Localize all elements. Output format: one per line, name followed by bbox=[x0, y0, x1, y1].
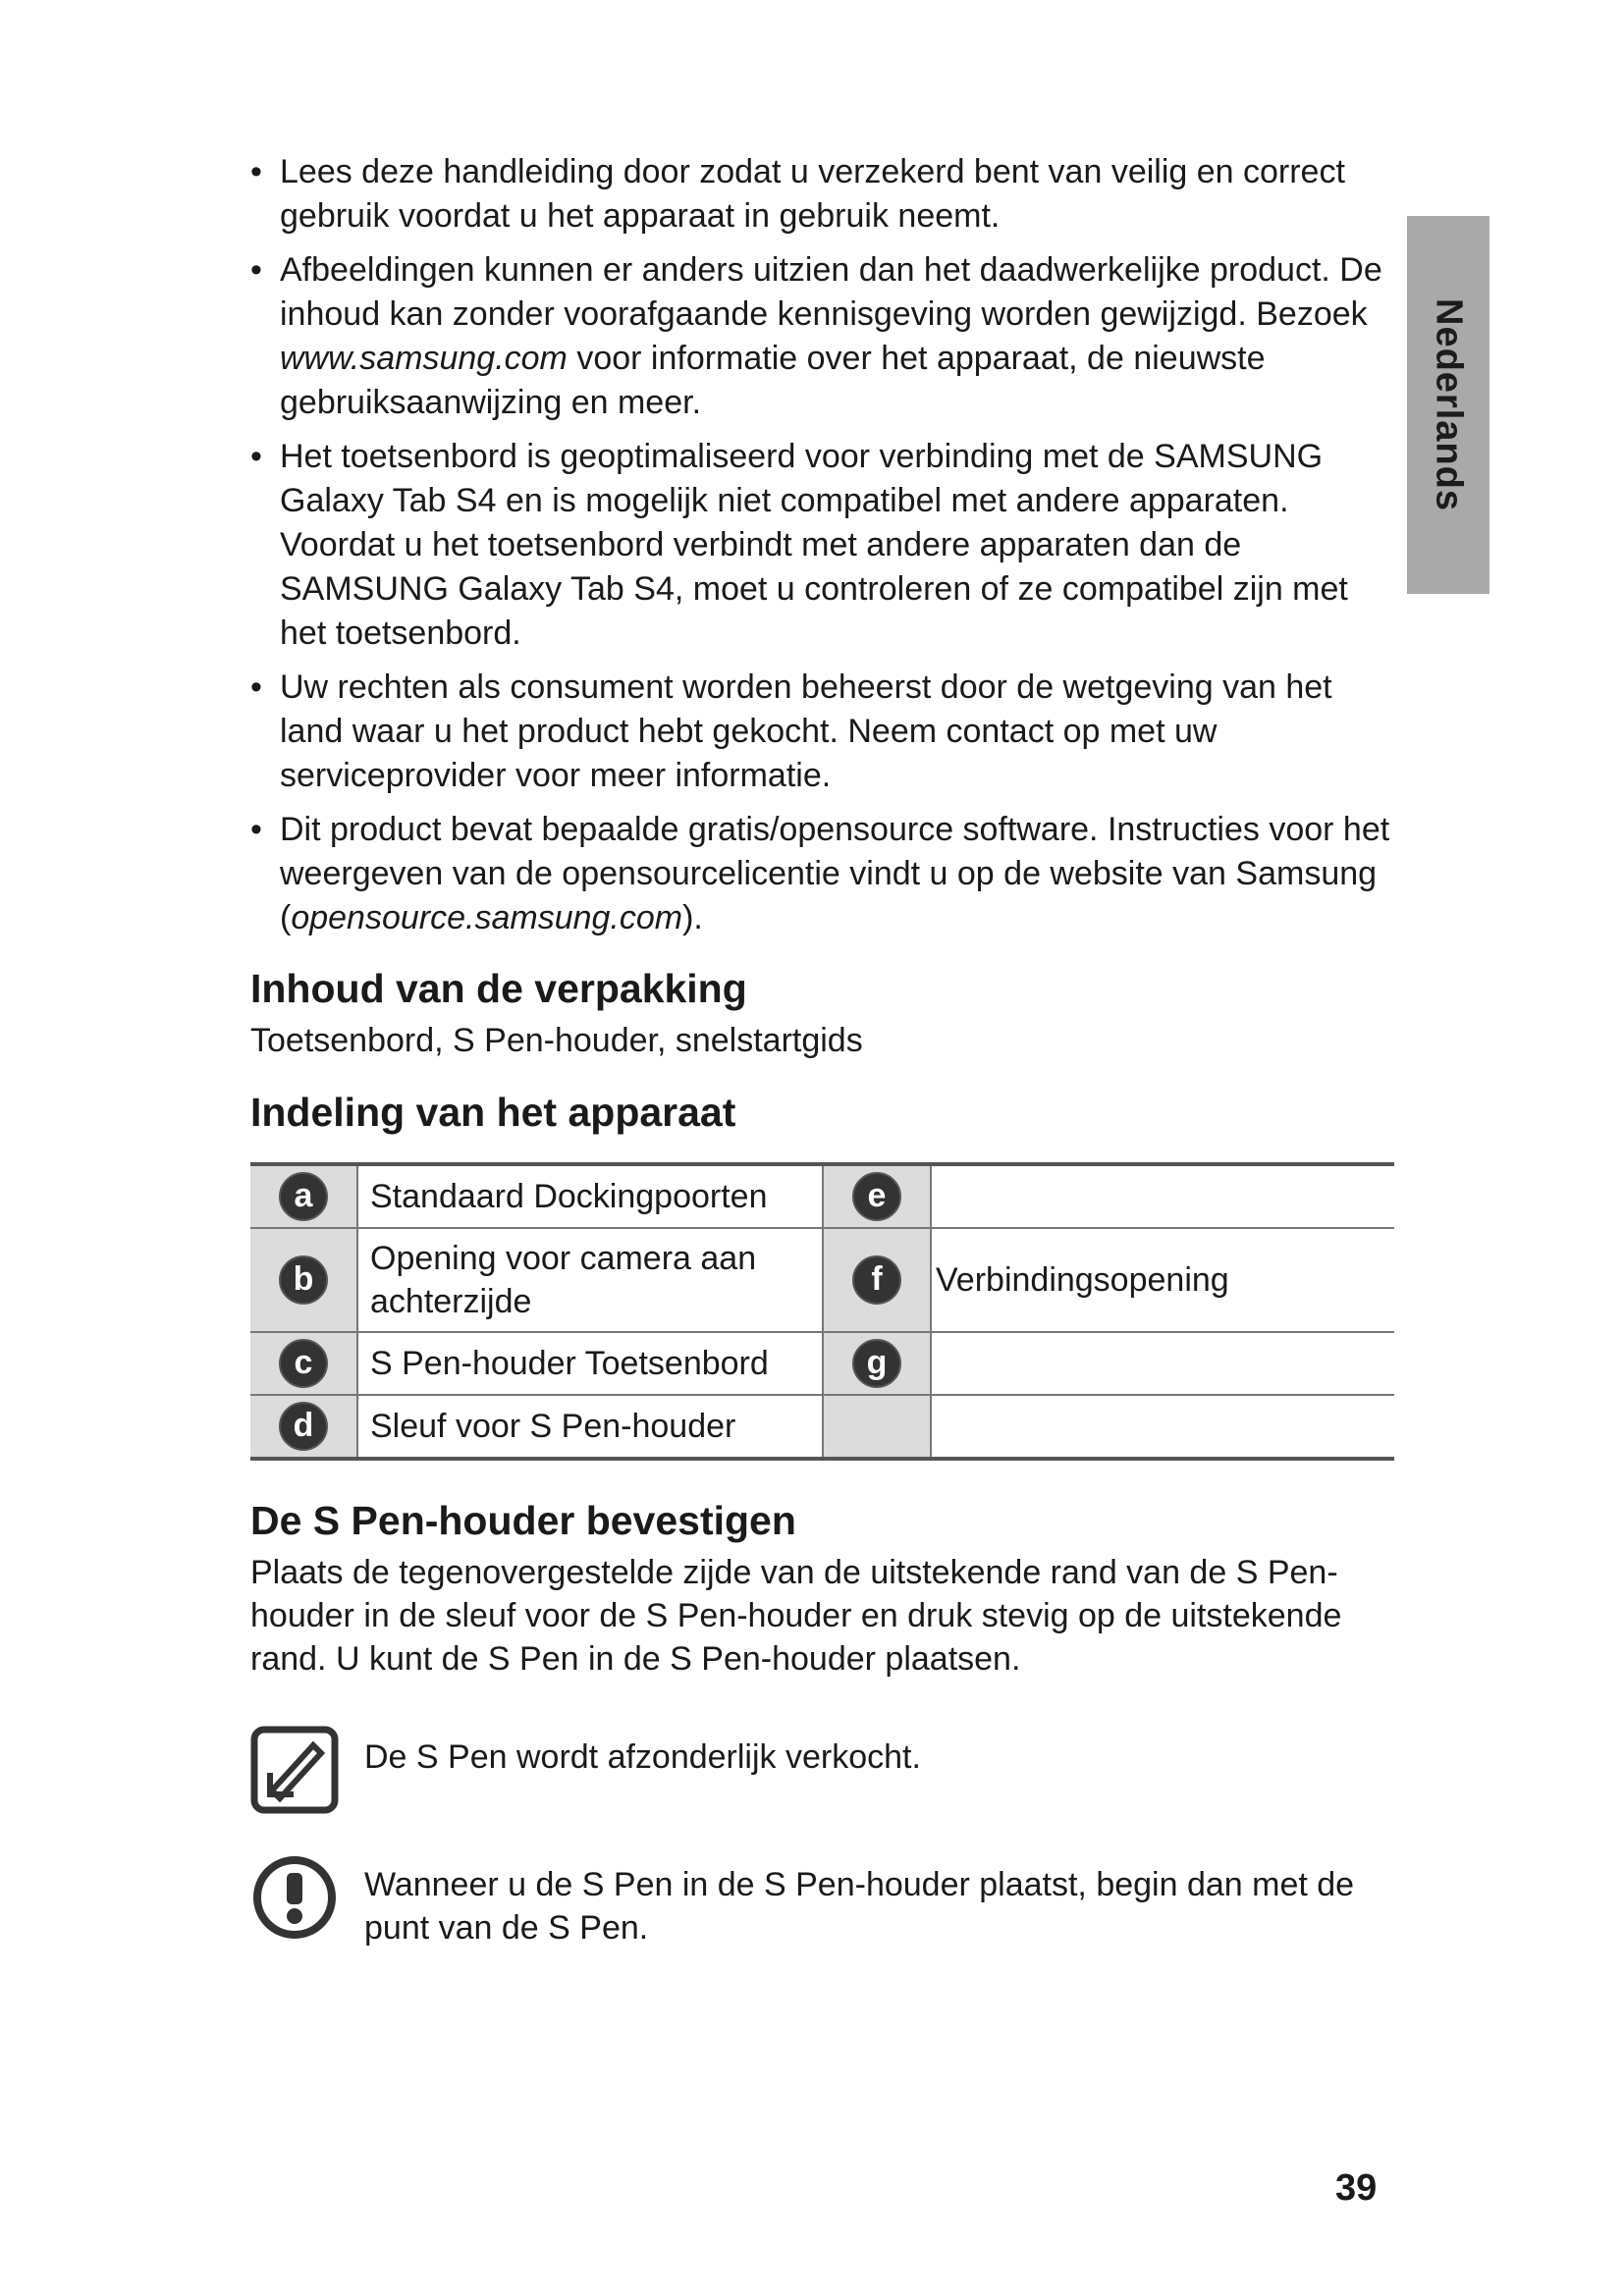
package-contents-text: Toetsenbord, S Pen-houder, snelstartgids bbox=[250, 1022, 863, 1059]
part-description bbox=[931, 1164, 1394, 1228]
part-label-cell bbox=[823, 1395, 931, 1459]
table-row bbox=[250, 1164, 1394, 1228]
table-row bbox=[250, 1332, 1394, 1395]
part-label-badge: g bbox=[852, 1339, 901, 1388]
part-label-badge: c bbox=[279, 1339, 328, 1388]
caution-block bbox=[250, 1853, 1394, 1949]
list-item: • Lees deze handleiding door zodat u verzekerd bent van veilig en correct gebruik voordat u het apparaat in gebruik neemt. bbox=[250, 153, 1345, 235]
caution-text: Wanneer u de S Pen in de S Pen-houder plaatst, begin dan met de punt van de S Pen. bbox=[364, 1866, 1355, 1947]
intro-bullet-list bbox=[250, 150, 1394, 940]
part-label-cell bbox=[250, 1332, 357, 1395]
part-label-cell bbox=[250, 1164, 357, 1228]
table-row bbox=[250, 1395, 1394, 1459]
part-description: Verbindingsopening bbox=[931, 1228, 1394, 1332]
note-icon bbox=[250, 1726, 339, 1814]
part-label-badge: a bbox=[279, 1172, 328, 1221]
opensource-website-link[interactable]: opensource.samsung.com bbox=[291, 899, 683, 936]
part-description: Opening voor camera aan achterzijde bbox=[357, 1228, 823, 1332]
part-label-badge: f bbox=[852, 1255, 901, 1305]
list-item: • Uw rechten als consument worden beheerst door de wetgeving van het land waar u het product hebt gekocht. Neem contact op met uw serviceprovider voor meer informatie. bbox=[250, 668, 1332, 794]
part-description bbox=[931, 1395, 1394, 1459]
part-description: Sleuf voor S Pen-houder bbox=[357, 1395, 823, 1459]
language-tab-label: Nederlands bbox=[1428, 298, 1470, 511]
part-label-cell bbox=[250, 1228, 357, 1332]
device-layout-heading: Indeling van het apparaat bbox=[250, 1090, 736, 1135]
part-label-badge: e bbox=[852, 1172, 901, 1221]
language-tab bbox=[1407, 216, 1489, 594]
part-description: Standaard Dockingpoorten bbox=[357, 1164, 823, 1228]
device-layout-table bbox=[250, 1162, 1394, 1461]
list-item: • Afbeeldingen kunnen er anders uitzien dan het daadwerkelijke product. De inhoud kan zonder voorafgaande kennisgeving worden gewijzigd. Bezoek www.samsung.com voor informatie over het apparaat, de nieuwste gebruiksaanwijzing en meer. bbox=[250, 251, 1382, 421]
part-label-badge: d bbox=[279, 1402, 328, 1451]
page-content bbox=[250, 150, 1394, 1949]
list-item: • Dit product bevat bepaalde gratis/opensource software. Instructies voor het weergeven van de opensourcelicentie vindt u op de website van Samsung (opensource.samsung.com). bbox=[250, 811, 1390, 936]
list-item: • Het toetsenbord is geoptimaliseerd voor verbinding met de SAMSUNG Galaxy Tab S4 en is mogelijk niet compatibel met andere apparaten. Voordat u het toetsenbord verbindt met andere apparaten dan de SAMSUNG Galaxy Tab S4, moet u controleren of ze compatibel zijn met het toetsenbord. bbox=[250, 438, 1348, 652]
note-text: De S Pen wordt afzonderlijk verkocht. bbox=[364, 1738, 921, 1776]
page-number: 39 bbox=[1335, 2167, 1378, 2209]
table-row bbox=[250, 1228, 1394, 1332]
attach-pen-holder-text: Plaats de tegenovergestelde zijde van de uitstekende rand van de S Pen-houder in de sleuf voor de S Pen-houder en druk stevig op de uitstekende rand. U kunt de S Pen in de S Pen-houder plaatsen. bbox=[250, 1554, 1342, 1678]
part-label-cell bbox=[823, 1228, 931, 1332]
caution-icon bbox=[250, 1853, 339, 1942]
part-label-cell bbox=[823, 1164, 931, 1228]
package-contents-heading: Inhoud van de verpakking bbox=[250, 966, 747, 1011]
part-label-cell bbox=[823, 1332, 931, 1395]
samsung-website-link[interactable]: www.samsung.com bbox=[280, 340, 568, 377]
part-description: S Pen-houder Toetsenbord bbox=[357, 1332, 823, 1395]
part-description bbox=[931, 1332, 1394, 1395]
part-label-badge: b bbox=[279, 1255, 328, 1305]
note-block bbox=[250, 1726, 1394, 1814]
attach-pen-holder-heading: De S Pen-houder bevestigen bbox=[250, 1498, 796, 1543]
part-label-cell bbox=[250, 1395, 357, 1459]
